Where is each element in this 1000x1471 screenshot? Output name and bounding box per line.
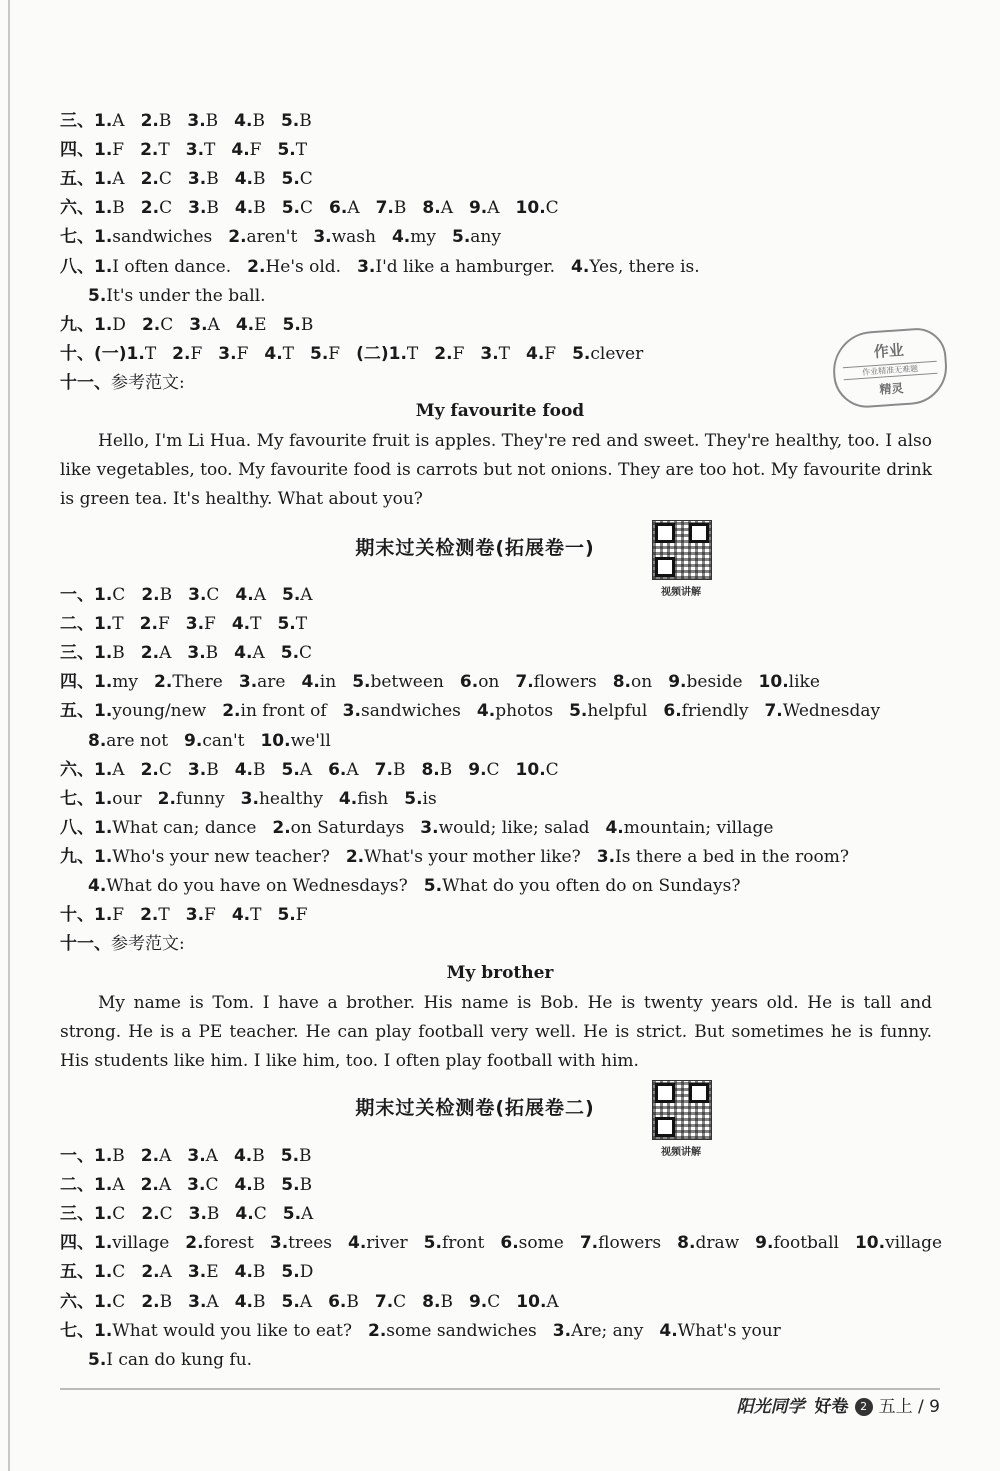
question-number: 八、 bbox=[60, 817, 94, 838]
question-number: 六、 bbox=[60, 759, 94, 780]
answer-line bbox=[60, 107, 960, 136]
answer-item: 1.sandwiches bbox=[94, 227, 213, 248]
answer-item: 1.F bbox=[94, 140, 125, 161]
answer-item: 6.some bbox=[500, 1233, 564, 1254]
answer-item: 5.A bbox=[281, 759, 313, 780]
answer-item: (二)1.T bbox=[356, 343, 419, 364]
answer-item: 4.B bbox=[234, 1262, 266, 1283]
answer-item: 3.F bbox=[185, 905, 216, 926]
answer-item: 1.B bbox=[94, 643, 125, 664]
answer-item: 2.C bbox=[140, 169, 172, 190]
answer-item: 5.clever bbox=[572, 343, 644, 364]
answer-item: (一)1.T bbox=[94, 343, 157, 364]
essay1-title: My favourite food bbox=[415, 401, 585, 421]
answer-item: 3.E bbox=[187, 1262, 219, 1283]
question-number: 四、 bbox=[60, 140, 94, 161]
answer-item: 1.C bbox=[94, 585, 126, 605]
answer-item: 3.B bbox=[188, 1204, 220, 1225]
answer-item: 4.B bbox=[234, 1175, 266, 1196]
answer-item: 6.A bbox=[328, 759, 359, 780]
answer-item: 6.A bbox=[329, 198, 360, 219]
volume-badge-icon: 2 bbox=[855, 1398, 873, 1416]
answer-item: 5.B bbox=[280, 1146, 312, 1166]
answer-item: 1.D bbox=[94, 314, 126, 335]
answer-item: 参考范文: bbox=[111, 934, 185, 955]
answer-line bbox=[60, 814, 960, 843]
question-number: 八、 bbox=[60, 256, 94, 277]
answer-item: 3.F bbox=[218, 343, 249, 364]
answer-line bbox=[60, 1229, 960, 1258]
answer-item: 2.B bbox=[141, 1291, 173, 1312]
answer-line bbox=[60, 223, 960, 252]
question-number: 一、 bbox=[60, 585, 94, 605]
answer-item: 10.A bbox=[516, 1291, 559, 1312]
answer-item: 3.C bbox=[187, 1175, 219, 1196]
answer-line bbox=[60, 369, 960, 398]
essay2-text: My name is Tom. I have a brother. His name is Bob. He is twenty years old. He is tall and strong. He is a PE teacher. He can play football very well. He is strict. But sometimes he is funny. His students like him. I like him, too. I often play football with him. bbox=[60, 993, 932, 1071]
answer-item: 9.beside bbox=[668, 672, 743, 693]
answer-item: 2.F bbox=[172, 343, 203, 364]
qr-caption: 视频讲解 bbox=[661, 1147, 701, 1158]
answer-item: 10.C bbox=[515, 759, 559, 780]
answer-item: 2.T bbox=[140, 140, 170, 161]
question-number: 五、 bbox=[60, 169, 94, 190]
answer-item: 5.It's under the ball. bbox=[88, 285, 266, 306]
answer-item: 4.B bbox=[234, 111, 265, 131]
question-number: 五、 bbox=[60, 1262, 94, 1283]
answer-item: 7.B bbox=[375, 198, 407, 219]
qr-caption: 视频讲解 bbox=[661, 587, 701, 598]
answer-item: 10.C bbox=[515, 198, 559, 219]
answer-item: 2.C bbox=[141, 314, 174, 335]
answer-item: 4.river bbox=[347, 1233, 408, 1254]
answer-item: 5.C bbox=[280, 643, 313, 664]
answer-line bbox=[60, 165, 960, 194]
answer-item: 4.B bbox=[233, 1146, 265, 1166]
answer-item: 7.flowers bbox=[579, 1233, 662, 1254]
answer-item: 4.B bbox=[234, 198, 266, 219]
answer-item: 4.B bbox=[234, 759, 266, 780]
answer-item: 4.B bbox=[234, 1291, 266, 1312]
footer-rule bbox=[60, 1388, 940, 1390]
answer-item: 3.A bbox=[189, 314, 220, 335]
answer-item: 5.any bbox=[452, 227, 501, 248]
answer-line bbox=[60, 1142, 960, 1171]
section3-title: 期末过关检测卷(拓展卷二) bbox=[355, 1097, 595, 1119]
answer-item: 1.village bbox=[94, 1233, 170, 1254]
answer-item: 5.C bbox=[281, 198, 314, 219]
answer-item: 3.A bbox=[188, 1291, 219, 1312]
answer-item: 4.A bbox=[235, 585, 266, 605]
answer-item: 1.Who's your new teacher? bbox=[94, 846, 330, 867]
answer-line bbox=[60, 194, 960, 223]
answer-item: 5.helpful bbox=[569, 701, 648, 722]
answer-item: 3.C bbox=[188, 585, 220, 605]
question-number: 九、 bbox=[60, 314, 94, 335]
answer-item: 1.B bbox=[94, 1146, 125, 1166]
answer-line bbox=[60, 610, 960, 639]
answer-item: 5.F bbox=[277, 905, 308, 926]
question-number: 四、 bbox=[60, 1233, 94, 1254]
question-number: 一、 bbox=[60, 1146, 94, 1166]
answer-item: 5.A bbox=[282, 1204, 314, 1225]
question-number: 十、 bbox=[60, 905, 94, 926]
answer-item: 2.F bbox=[139, 614, 170, 635]
answer-item: 4.fish bbox=[338, 788, 389, 809]
answer-line bbox=[60, 136, 960, 165]
answer-item: 4.F bbox=[231, 140, 262, 161]
question-number: 十一、 bbox=[60, 372, 111, 393]
answer-line bbox=[60, 1258, 960, 1287]
question-number: 十一、 bbox=[60, 934, 111, 955]
answer-item: 9.A bbox=[468, 198, 500, 219]
answer-item: 1.F bbox=[94, 905, 125, 926]
answer-item: 4.T bbox=[231, 905, 262, 926]
answer-line bbox=[88, 727, 960, 756]
answer-item: 5.T bbox=[277, 140, 308, 161]
answer-item: 3.sandwiches bbox=[342, 701, 461, 722]
answer-item: 5.is bbox=[404, 788, 437, 809]
answer-item: 3.Are; any bbox=[552, 1320, 644, 1341]
question-number: 五、 bbox=[60, 701, 94, 722]
answer-line bbox=[60, 581, 960, 610]
answer-item: 8.on bbox=[612, 672, 653, 693]
answer-item: 10.we'll bbox=[260, 730, 331, 751]
answer-item: 5.What do you often do on Sundays? bbox=[423, 876, 741, 896]
answer-item: 3.trees bbox=[269, 1233, 332, 1254]
answer-item: 2.on Saturdays bbox=[272, 817, 405, 838]
answer-line bbox=[60, 639, 960, 668]
answer-item: 4.E bbox=[235, 314, 267, 335]
answer-item: 5.B bbox=[280, 111, 312, 131]
answer-item: 9.C bbox=[468, 1291, 501, 1312]
answer-line bbox=[88, 872, 960, 901]
answer-item: 5.B bbox=[282, 314, 314, 335]
answer-item: 1.A bbox=[94, 759, 125, 780]
answer-item: 5.T bbox=[277, 614, 308, 635]
answer-item: 3.B bbox=[187, 169, 219, 190]
answer-item: 4.T bbox=[231, 614, 262, 635]
answer-item: 9.C bbox=[468, 759, 500, 780]
answer-item: 3.are bbox=[238, 672, 286, 693]
answer-item: 4.photos bbox=[476, 701, 554, 722]
answer-item: 10.like bbox=[758, 672, 820, 693]
question-number: 二、 bbox=[60, 1175, 94, 1196]
page-footer: 阳光同学 好卷 2 五上 / 9 bbox=[736, 1397, 940, 1417]
answer-item: 1.our bbox=[94, 788, 142, 809]
answer-item: 1.C bbox=[94, 1291, 126, 1312]
answer-item: 4.my bbox=[391, 227, 436, 248]
question-number: 三、 bbox=[60, 1204, 94, 1225]
answer-item: 2.in front of bbox=[222, 701, 327, 722]
answer-item: 8.draw bbox=[677, 1233, 740, 1254]
answer-item: 3.Is there a bed in the room? bbox=[596, 846, 849, 867]
answer-item: 2.A bbox=[141, 1262, 172, 1283]
answer-item: 2.forest bbox=[185, 1233, 254, 1254]
section2-title: 期末过关检测卷(拓展卷一) bbox=[355, 537, 595, 559]
answer-line bbox=[60, 843, 960, 872]
question-number: 三、 bbox=[60, 111, 94, 131]
answer-item: 7.Wednesday bbox=[764, 701, 881, 722]
answer-item: 4.in bbox=[301, 672, 337, 693]
answer-item: 2.C bbox=[140, 759, 172, 780]
answer-line bbox=[60, 253, 960, 282]
answer-item: 3.B bbox=[187, 643, 219, 664]
answer-item: 5.I can do kung fu. bbox=[88, 1349, 253, 1370]
essay1-text: Hello, I'm Li Hua. My favourite fruit is apples. They're red and sweet. They're healthy, too. I also like vegetables, too. My favourite food is carrots but not onions. They are too hot. My favourite drink is green tea. It's healthy. What about you? bbox=[60, 431, 932, 509]
answer-item: 9.can't bbox=[184, 730, 245, 751]
answer-item: 3.B bbox=[187, 111, 219, 131]
answer-item: 5.B bbox=[281, 1175, 313, 1196]
answer-item: 2.C bbox=[141, 1204, 173, 1225]
answer-item: 4.F bbox=[526, 343, 557, 364]
answer-item: 8.B bbox=[422, 1291, 453, 1312]
answer-item: 3.would; like; salad bbox=[420, 817, 590, 838]
answer-item: 3.T bbox=[185, 140, 216, 161]
answer-item: 2.T bbox=[140, 905, 170, 926]
answer-item: 6.B bbox=[328, 1291, 359, 1312]
answer-item: 4.B bbox=[234, 169, 266, 190]
answer-item: 1.B bbox=[94, 198, 125, 219]
answer-item: 1.What can; dance bbox=[94, 817, 257, 838]
answer-line bbox=[88, 282, 960, 311]
question-number: 十、 bbox=[60, 343, 94, 364]
grade-label: 五上 bbox=[878, 1397, 913, 1417]
answer-item: 2.some sandwiches bbox=[368, 1320, 537, 1341]
answer-line bbox=[60, 785, 960, 814]
answer-item: 1.C bbox=[94, 1262, 126, 1283]
question-number: 六、 bbox=[60, 198, 94, 219]
answer-item: 5.F bbox=[310, 343, 341, 364]
answer-line bbox=[60, 1200, 960, 1229]
qr-code-icon[interactable] bbox=[652, 1080, 712, 1140]
question-number: 九、 bbox=[60, 846, 94, 867]
question-number: 三、 bbox=[60, 643, 94, 664]
answer-item: 3.B bbox=[187, 759, 219, 780]
question-number: 六、 bbox=[60, 1291, 94, 1312]
qr-code-icon[interactable] bbox=[652, 520, 712, 580]
answer-line bbox=[60, 1317, 960, 1346]
answer-item: 8.A bbox=[422, 198, 453, 219]
answer-item: 4.Yes, there is. bbox=[571, 256, 700, 277]
essay2-title: My brother bbox=[446, 963, 554, 983]
answer-item: 1.What would you like to eat? bbox=[94, 1320, 352, 1341]
answer-item: 3.B bbox=[188, 198, 219, 219]
answer-item: 2.B bbox=[141, 585, 173, 605]
answer-line bbox=[60, 901, 960, 930]
answer-line bbox=[60, 668, 960, 697]
answer-line bbox=[60, 697, 960, 726]
question-number: 二、 bbox=[60, 614, 94, 635]
page-number: 9 bbox=[929, 1397, 940, 1417]
answer-item: 2.B bbox=[140, 111, 172, 131]
answer-item: 7.C bbox=[374, 1291, 407, 1312]
answer-item: 2.aren't bbox=[228, 227, 298, 248]
answer-line bbox=[60, 756, 960, 785]
answer-line bbox=[60, 930, 960, 959]
answer-item: 4.C bbox=[235, 1204, 267, 1225]
answer-item: 10.village bbox=[854, 1233, 943, 1254]
answer-item: 6.friendly bbox=[663, 701, 749, 722]
answer-item: 1.I often dance. bbox=[94, 256, 232, 277]
answer-item: 5.D bbox=[281, 1262, 314, 1283]
answer-item: 8.are not bbox=[88, 730, 169, 751]
answer-item: 9.football bbox=[755, 1233, 839, 1254]
answer-item: 5.A bbox=[282, 585, 313, 605]
question-number: 七、 bbox=[60, 788, 94, 809]
answer-item: 3.I'd like a hamburger. bbox=[357, 256, 556, 277]
answer-item: 1.A bbox=[94, 169, 125, 190]
answer-item: 1.A bbox=[94, 1175, 125, 1196]
answer-item: 4.T bbox=[264, 343, 294, 364]
answer-item: 5.front bbox=[423, 1233, 485, 1254]
question-number: 四、 bbox=[60, 672, 94, 693]
question-number: 七、 bbox=[60, 227, 94, 248]
answer-item: 6.on bbox=[459, 672, 500, 693]
answer-item: 3.A bbox=[187, 1146, 218, 1166]
brand-logo: 阳光同学 bbox=[736, 1397, 805, 1417]
answer-item: 2.A bbox=[140, 1175, 172, 1196]
answer-item: 参考范文: bbox=[111, 372, 185, 393]
answer-item: 3.healthy bbox=[240, 788, 323, 809]
answer-item: 1.C bbox=[94, 1204, 126, 1225]
answer-item: 4.What's your bbox=[659, 1320, 781, 1341]
answer-item: 5.A bbox=[281, 1291, 313, 1312]
answer-item: 8.B bbox=[421, 759, 453, 780]
question-number: 七、 bbox=[60, 1320, 94, 1341]
answer-item: 4.What do you have on Wednesdays? bbox=[88, 876, 408, 896]
answer-item: 2.C bbox=[140, 198, 173, 219]
answer-line bbox=[88, 1346, 960, 1375]
answer-item: 1.T bbox=[94, 614, 124, 635]
answer-item: 2.What's your mother like? bbox=[345, 846, 581, 867]
answer-item: 2.F bbox=[434, 343, 465, 364]
answer-item: 2.A bbox=[140, 643, 172, 664]
answer-item: 5.C bbox=[281, 169, 313, 190]
answer-item: 3.T bbox=[480, 343, 510, 364]
answer-line bbox=[60, 311, 960, 340]
answer-item: 4.A bbox=[234, 643, 265, 664]
answer-item: 2.He's old. bbox=[247, 256, 342, 277]
answer-item: 3.wash bbox=[313, 227, 376, 248]
answer-item: 7.flowers bbox=[515, 672, 597, 693]
answer-item: 1.my bbox=[94, 672, 139, 693]
answer-item: 4.mountain; village bbox=[605, 817, 774, 838]
answer-item: 7.B bbox=[374, 759, 406, 780]
answer-item: 2.A bbox=[140, 1146, 172, 1166]
answer-item: 1.A bbox=[94, 111, 125, 131]
answer-item: 5.between bbox=[352, 672, 444, 693]
stamp-seal: 作业 作业精准无难题 精灵 bbox=[830, 326, 949, 410]
answer-line bbox=[60, 1288, 960, 1317]
answer-item: 2.funny bbox=[157, 788, 225, 809]
book-name: 好卷 bbox=[814, 1397, 849, 1417]
answer-line bbox=[60, 1171, 960, 1200]
answer-item: 1.young/new bbox=[94, 701, 207, 722]
answer-line bbox=[60, 340, 960, 369]
answer-item: 2.There bbox=[154, 672, 223, 693]
answer-item: 3.F bbox=[185, 614, 216, 635]
